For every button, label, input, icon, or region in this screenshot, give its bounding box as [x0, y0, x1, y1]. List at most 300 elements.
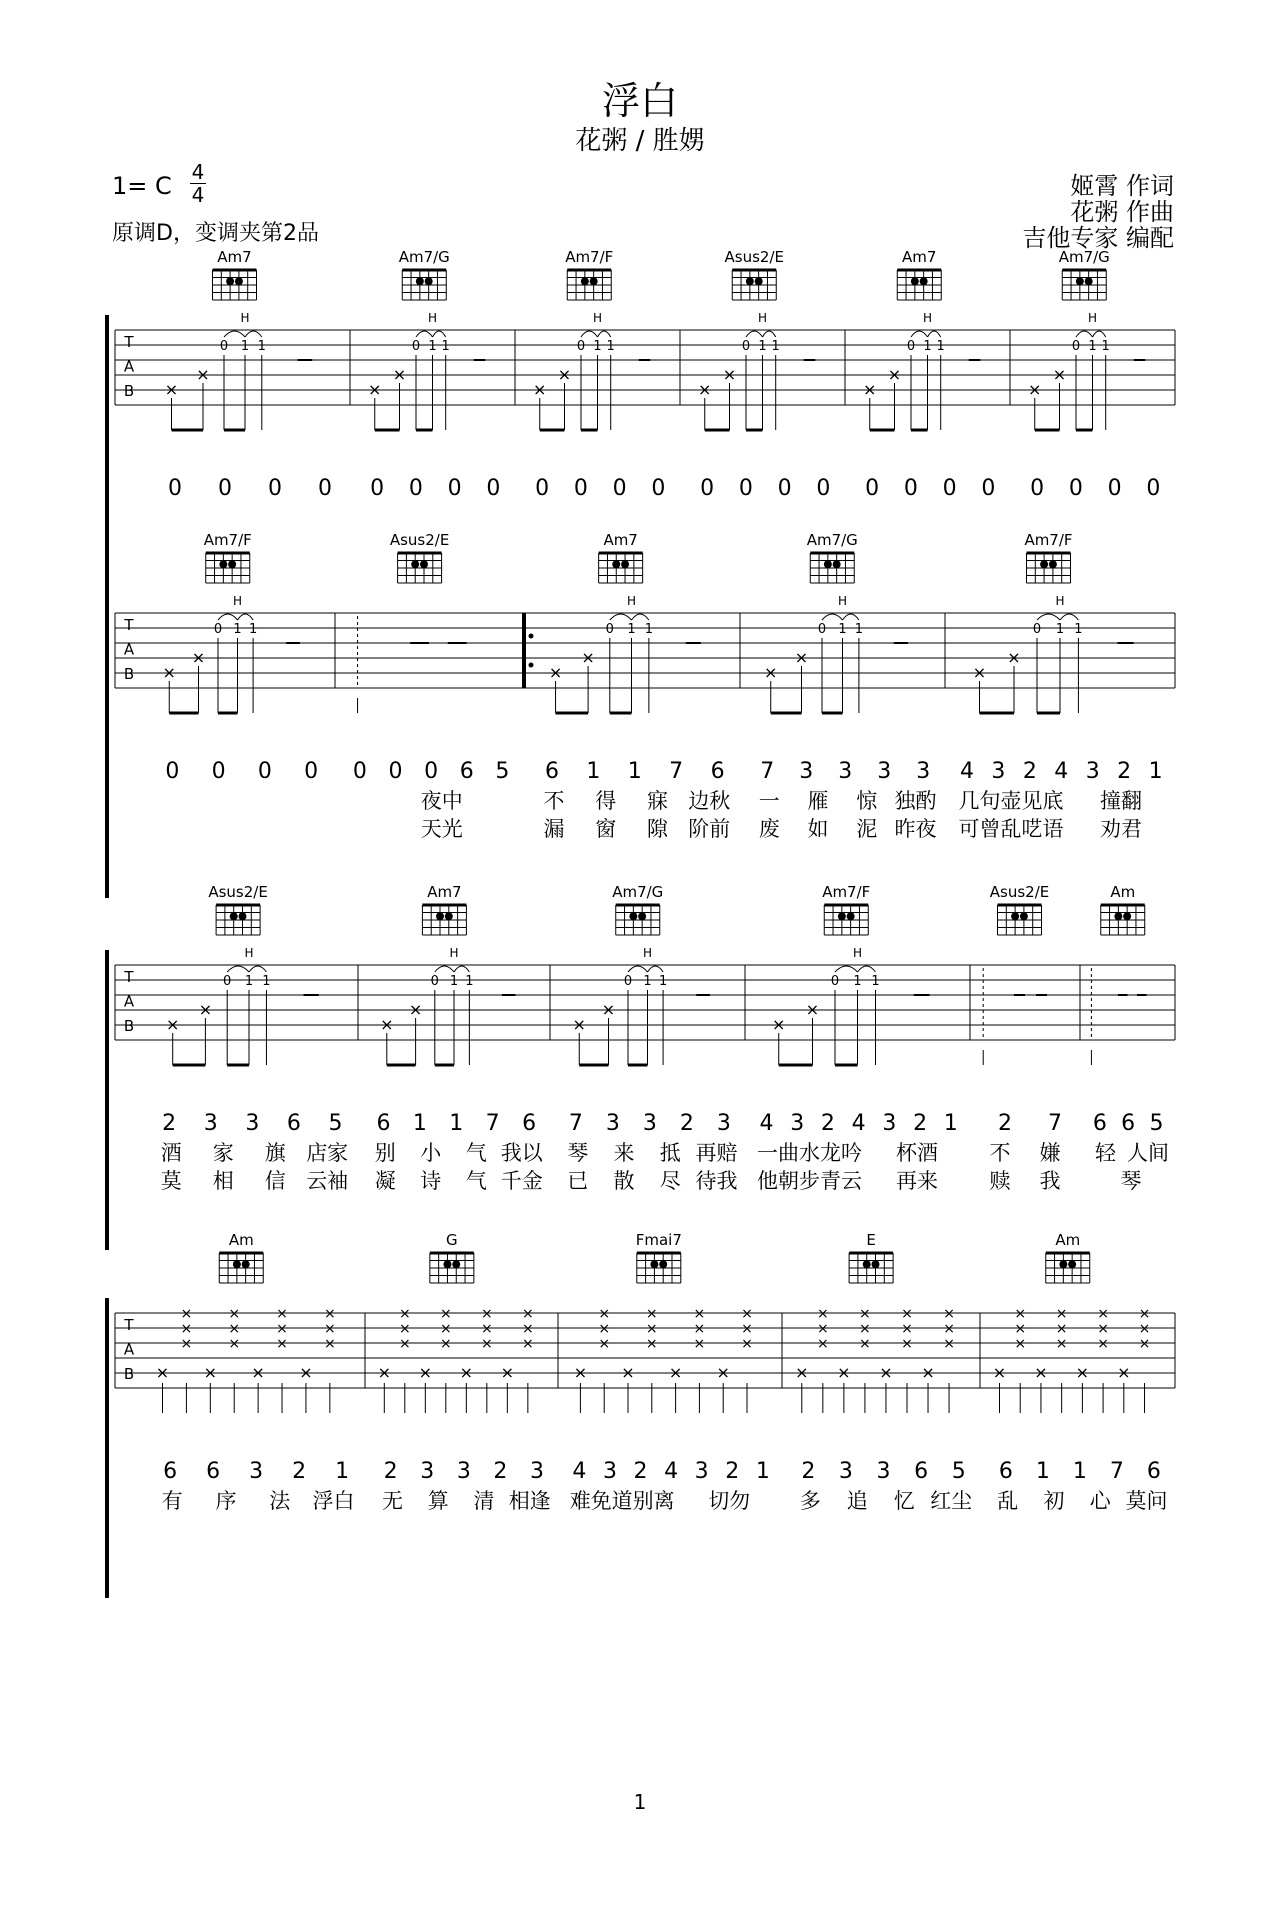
tab-clef-t: T [124, 333, 134, 351]
tab-mute-mark: × [377, 1363, 392, 1382]
lyric-verse-1: 心 [1089, 1489, 1111, 1513]
tab-mute-mark: × [972, 663, 987, 682]
chord-diagram-dot [833, 560, 841, 568]
lyric-verse-1: 夜中 [420, 789, 463, 813]
tab-mute-mark: × [299, 1363, 313, 1382]
tab-strum-mark: × [901, 1306, 913, 1322]
lyric-verse-2: 尽 [659, 1169, 681, 1193]
chord-diagram-dot [746, 277, 754, 285]
key-signature: 1= C [112, 172, 172, 200]
tab-mute-mark: × [380, 1015, 394, 1034]
chord-diagram-dot [445, 912, 453, 920]
tab-mute-mark: × [601, 1000, 616, 1019]
lyric-verse-1: 气 [465, 1141, 487, 1165]
tab-strum-mark: × [480, 1321, 493, 1337]
tab-strum-mark: × [741, 1321, 753, 1337]
tab-mute-mark: × [198, 1000, 213, 1019]
lyric-verse-1: 红尘 [930, 1489, 973, 1513]
lyric-verse-2: 云袖 [306, 1169, 349, 1193]
tab-mute-mark: × [573, 1363, 588, 1382]
tab-strum-mark: × [741, 1336, 753, 1352]
tab-strum-mark: × [816, 1306, 829, 1322]
jianpu-note: 1 [586, 759, 601, 784]
jianpu-note: 3 [203, 1111, 218, 1136]
chord-diagram-dot [1020, 912, 1028, 920]
tab-fret-number: 1 [606, 339, 615, 354]
jianpu-note: 6 [914, 1459, 929, 1484]
lyric-verse-1: 有 [161, 1489, 183, 1513]
jianpu-note: 2 [493, 1459, 508, 1484]
jianpu-note: 5 [495, 759, 510, 784]
tab-fret-number: 0 [430, 974, 439, 989]
hammer-on-label: H [244, 946, 254, 960]
tab-strum-mark: × [180, 1336, 193, 1352]
tab-strum-mark: × [645, 1321, 658, 1337]
music-system [107, 531, 1175, 898]
tab-fret-number: 1 [1074, 622, 1083, 637]
chord-name: Am7/F [822, 883, 871, 901]
tab-mute-mark: × [722, 365, 737, 384]
tab-strum-mark: × [228, 1336, 241, 1352]
jianpu-note: 3 [916, 759, 931, 784]
jianpu-note: 7 [568, 1111, 583, 1136]
tie-arc [581, 331, 598, 337]
lyric-verse-1: 店家 [306, 1141, 349, 1165]
chord-diagram-dot [1059, 1260, 1067, 1268]
lyric-verse-1: 酒 [160, 1141, 182, 1165]
lyric-verse-2: 废 [758, 817, 780, 841]
lyric-verse-1: 家 [212, 1141, 234, 1165]
tab-strum-mark: × [901, 1336, 913, 1352]
tab-mute-mark: × [548, 663, 563, 682]
tab-fret-number: 0 [576, 339, 586, 354]
tab-fret-number: 1 [1101, 339, 1110, 354]
jianpu-note: 6 [206, 1459, 221, 1484]
jianpu-note: 6 [998, 1459, 1013, 1484]
jianpu-note: 2 [913, 1111, 928, 1136]
tie-arc [1076, 331, 1093, 337]
tab-mute-mark: × [863, 380, 877, 399]
lyric-verse-1: 多 [799, 1489, 821, 1513]
chord-name: Am7/G [398, 248, 450, 266]
chord-diagram-dot [233, 1260, 241, 1268]
tab-fret-number: 0 [411, 339, 421, 354]
tab-strum-mark: × [1055, 1321, 1068, 1337]
chord-diagram-dot [659, 1260, 667, 1268]
chord-diagram-dot [629, 912, 637, 920]
lyric-verse-2: 我 [1039, 1169, 1061, 1193]
tie-arc [763, 331, 776, 337]
tab-strum-mark: × [693, 1336, 706, 1352]
lyric-verse-1: 轻 [1095, 1141, 1116, 1165]
tie-arc [648, 966, 664, 972]
tab-strum-mark: × [521, 1306, 534, 1322]
lyric-verse-1: 相逢 [508, 1489, 551, 1513]
tab-strum-mark: × [323, 1321, 336, 1337]
chord-name: Am7/F [203, 531, 252, 549]
lyric-verse-1: 嫌 [1039, 1141, 1061, 1165]
tab-fret-number: 1 [854, 622, 864, 637]
tab-fret-number: 1 [244, 974, 254, 989]
chord-name: Am [1055, 1231, 1081, 1249]
lyric-verse-2: 漏 [543, 817, 565, 841]
tie-arc [822, 614, 843, 620]
jianpu-note: 6 [163, 1459, 178, 1484]
tab-clef-a: A [123, 992, 135, 1011]
tab-mute-mark: × [196, 365, 210, 384]
tab-strum-mark: × [521, 1336, 534, 1352]
tab-mute-mark: × [805, 1000, 820, 1019]
lyric-verse-1: 法 [269, 1489, 291, 1513]
lyric-verse-1: 寐 [647, 789, 669, 813]
lyric-verse-1: 抵 [659, 1141, 681, 1165]
jianpu-note: 3 [642, 1111, 657, 1136]
chord-diagram-dot [228, 560, 236, 568]
lyric-verse-2: 他朝步青云 [757, 1169, 862, 1193]
tab-fret-number: 1 [465, 974, 474, 989]
page-number: 1 [633, 1790, 647, 1814]
jianpu-note: 3 [420, 1459, 435, 1484]
tab-strum-mark: × [816, 1336, 829, 1352]
tab-strum-mark: × [228, 1306, 241, 1322]
tab-mute-mark: × [459, 1363, 474, 1382]
jianpu-note: 6 [710, 759, 725, 784]
lyric-verse-2: 可曾乱呓语 [958, 817, 1064, 841]
jianpu-note: 2 [820, 1111, 835, 1136]
hammer-on-label: H [837, 594, 848, 608]
lyric-verse-2: 昨夜 [894, 817, 937, 841]
tab-fret-number: 1 [262, 974, 271, 989]
tie-arc [598, 331, 611, 337]
tab-strum-mark: × [1097, 1336, 1109, 1352]
hammer-on-label: H [449, 946, 459, 960]
tab-mute-mark: × [392, 365, 407, 384]
jianpu-note: 1 [1148, 759, 1163, 784]
lyric-verse-1: 几句壶见底 [958, 789, 1064, 813]
jianpu-note: 2 [998, 1111, 1012, 1136]
jianpu-note: 0 [168, 476, 182, 501]
jianpu-note: 5 [1149, 1111, 1164, 1136]
lyric-verse-2: 相 [212, 1169, 234, 1193]
tab-strum-mark: × [521, 1321, 534, 1337]
jianpu-note: 1 [1072, 1459, 1087, 1484]
jianpu-note: 6 [1092, 1111, 1107, 1136]
tab-mute-mark: × [500, 1363, 515, 1382]
tab-mute-mark: × [557, 365, 572, 384]
jianpu-note: 2 [801, 1459, 816, 1484]
tab-mute-mark: × [203, 1363, 218, 1382]
jianpu-note: 3 [799, 759, 814, 784]
chord-diagram-dot [872, 1260, 880, 1268]
tab-mute-mark: × [251, 1363, 265, 1382]
tab-fret-number: 0 [605, 622, 614, 637]
chord-diagram-dot [1040, 560, 1048, 568]
repeat-dot [529, 663, 534, 668]
chord-diagram-dot [612, 560, 620, 568]
tab-fret-number: 0 [219, 339, 229, 354]
jianpu-note: 4 [572, 1459, 587, 1484]
tab-fret-number: 1 [428, 339, 437, 354]
tab-mute-mark: × [191, 648, 206, 667]
jianpu-note: 5 [951, 1459, 966, 1484]
tie-arc [632, 614, 649, 620]
jianpu-note: 0 [447, 476, 462, 501]
tab-strum-mark: × [1138, 1306, 1151, 1322]
tab-fret-number: 0 [830, 974, 840, 989]
jianpu-note: 0 [424, 759, 439, 784]
chord-name: E [866, 1231, 876, 1249]
tie-arc [858, 966, 876, 972]
lyric-verse-1: 杯酒 [896, 1141, 938, 1165]
tab-fret-number: 1 [627, 622, 636, 637]
tab-fret-number: 1 [644, 622, 654, 637]
tab-clef-b: B [123, 665, 135, 683]
lyric-verse-2: 劝君 [1100, 817, 1142, 841]
chord-diagram-dot [824, 560, 832, 568]
jianpu-note: 2 [1022, 759, 1037, 784]
chord-diagram-dot [755, 277, 763, 285]
tab-mute-mark: × [772, 1015, 786, 1034]
jianpu-note: 0 [700, 476, 715, 501]
tab-fret-number: 1 [871, 974, 880, 989]
jianpu-note: 0 [388, 759, 403, 784]
jianpu-note: 3 [530, 1459, 545, 1484]
tab-strum-mark: × [323, 1306, 336, 1322]
lyric-verse-1: 追 [846, 1489, 868, 1513]
lyric-verse-2: 凝 [374, 1169, 396, 1193]
tab-mute-mark: × [581, 648, 595, 667]
tie-arc [227, 966, 249, 972]
jianpu-note: 3 [249, 1459, 264, 1484]
tab-mute-mark: × [1052, 365, 1067, 384]
tab-mute-mark: × [533, 380, 547, 399]
lyricist-credit: 姬霄 作词 [1070, 172, 1174, 200]
lyric-verse-1: 无 [381, 1489, 403, 1513]
tab-strum-mark: × [816, 1321, 829, 1337]
lyric-verse-2: 已 [567, 1169, 589, 1193]
lyric-verse-1: 来 [613, 1141, 635, 1165]
jianpu-note: 3 [877, 759, 892, 784]
lyric-verse-2: 赎 [989, 1169, 1011, 1193]
chord-diagram-dot [1123, 912, 1131, 920]
arranger-credit: 吉他专家 编配 [1022, 224, 1174, 252]
tie-arc [628, 966, 648, 972]
chord-name: Am7/G [806, 531, 858, 549]
tab-fret-number: 0 [741, 339, 751, 354]
hammer-on-label: H [232, 594, 243, 608]
tab-strum-mark: × [598, 1336, 611, 1352]
jianpu-note: 2 [633, 1459, 648, 1484]
lyric-verse-1: 忆 [893, 1489, 915, 1513]
jianpu-note: 3 [456, 1459, 471, 1484]
jianpu-note: 7 [1109, 1459, 1124, 1484]
time-signature-bottom: 4 [191, 183, 205, 207]
jianpu-note: 1 [627, 759, 642, 784]
tab-strum-mark: × [439, 1336, 452, 1352]
tab-strum-mark: × [180, 1321, 193, 1337]
tab-clef-b: B [123, 1017, 135, 1035]
song-title: 浮白 [601, 79, 678, 123]
time-signature-top: 4 [191, 160, 205, 184]
chord-diagram-dot [847, 912, 855, 920]
tab-strum-mark: × [1014, 1336, 1027, 1352]
jianpu-note: 6 [459, 759, 474, 784]
chord-name: Am7/G [612, 883, 664, 901]
tab-strum-mark: × [1014, 1306, 1027, 1322]
hammer-on-label: H [1055, 594, 1065, 608]
music-system [107, 1231, 1175, 1598]
jianpu-note: 1 [335, 1459, 350, 1484]
tab-mute-mark: × [155, 1363, 170, 1382]
chord-diagram-dot [1068, 1260, 1076, 1268]
jianpu-note: 0 [370, 476, 385, 501]
lyric-verse-1: 人间 [1127, 1141, 1169, 1165]
tie-arc [835, 966, 858, 972]
jianpu-note: 1 [1035, 1459, 1050, 1484]
chord-diagram-dot [1049, 560, 1057, 568]
jianpu-note: 7 [669, 759, 684, 784]
tab-mute-mark: × [1075, 1363, 1090, 1382]
jianpu-note: 6 [544, 759, 559, 784]
tab-fret-number: 1 [936, 339, 945, 354]
hammer-on-label: H [642, 946, 653, 960]
artist-names: 花粥 / 胜娚 [575, 126, 705, 156]
jianpu-note: 2 [725, 1459, 740, 1484]
lyric-verse-1: 清 [473, 1489, 495, 1513]
tie-arc [1093, 331, 1106, 337]
tab-strum-mark: × [693, 1321, 706, 1337]
hammer-on-label: H [427, 311, 438, 325]
lyric-verse-1: 初 [1043, 1489, 1065, 1513]
lyric-verse-1: 旗 [264, 1141, 286, 1165]
tab-fret-number: 1 [853, 974, 862, 989]
jianpu-note: 0 [257, 759, 272, 784]
tab-mute-mark: × [1117, 1363, 1131, 1382]
tab-mute-mark: × [716, 1363, 730, 1382]
tab-strum-mark: × [859, 1336, 871, 1352]
chord-name: Asus2/E [389, 531, 450, 549]
tab-fret-number: 0 [817, 622, 827, 637]
tie-arc [746, 331, 763, 337]
jianpu-note: 0 [816, 476, 831, 501]
jianpu-note: 0 [651, 476, 666, 501]
tab-strum-mark: × [480, 1336, 493, 1352]
tab-strum-mark: × [1138, 1321, 1151, 1337]
jianpu-note: 3 [838, 1459, 853, 1484]
jianpu-note: 3 [605, 1111, 620, 1136]
chord-name: Asus2/E [724, 248, 784, 266]
music-system [107, 248, 1175, 615]
tab-mute-mark: × [164, 380, 179, 399]
tab-mute-mark: × [368, 380, 382, 399]
jianpu-note: 0 [573, 476, 588, 501]
tab-strum-mark: × [398, 1321, 411, 1337]
hammer-on-label: H [240, 311, 250, 325]
lyric-verse-1: 琴 [567, 1141, 589, 1165]
lyric-verse-1: 难免道别离 [569, 1489, 675, 1513]
lyric-verse-2: 再来 [896, 1169, 938, 1193]
chord-diagram-dot [452, 1260, 460, 1268]
lyric-verse-1: 独酌 [894, 789, 937, 813]
tab-fret-number: 0 [906, 339, 916, 354]
chord-diagram-dot [416, 277, 424, 285]
tab-mute-mark: × [572, 1015, 586, 1034]
chord-diagram-dot [420, 560, 428, 568]
chord-diagram-dot [838, 912, 846, 920]
tab-fret-number: 1 [1088, 339, 1097, 354]
lyric-verse-1: 序 [215, 1489, 237, 1513]
lyric-verse-1: 我以 [500, 1141, 543, 1165]
chord-diagram-dot [425, 277, 433, 285]
jianpu-note: 0 [304, 759, 319, 784]
jianpu-note: 1 [755, 1459, 770, 1484]
tab-clef-a: A [123, 357, 135, 376]
jianpu-note: 6 [286, 1111, 301, 1136]
chord-diagram-dot [590, 277, 598, 285]
tab-mute-mark: × [621, 1363, 635, 1382]
chord-name: Am7 [427, 883, 462, 901]
tab-strum-mark: × [859, 1321, 871, 1337]
lyric-verse-1: 小 [420, 1141, 442, 1165]
lyric-verse-2: 阶前 [688, 817, 731, 841]
tab-strum-mark: × [598, 1321, 611, 1337]
tie-arc [416, 331, 433, 337]
jianpu-note: 6 [376, 1111, 391, 1136]
tab-fret-number: 1 [248, 622, 258, 637]
tie-arc [224, 331, 245, 337]
chord-diagram-dot [443, 1260, 451, 1268]
lyric-verse-2: 琴 [1120, 1169, 1142, 1193]
jianpu-note: 2 [679, 1111, 694, 1136]
tie-arc [249, 966, 266, 972]
tie-arc [435, 966, 454, 972]
lyric-verse-1: 不 [543, 789, 565, 813]
lyric-verse-2: 待我 [695, 1169, 738, 1193]
tab-fret-number: 0 [213, 622, 223, 637]
tab-strum-mark: × [1055, 1336, 1068, 1352]
hammer-on-label: H [757, 311, 768, 325]
jianpu-note: 0 [1030, 476, 1045, 501]
jianpu-note: 4 [851, 1111, 866, 1136]
lyric-verse-2: 气 [465, 1169, 487, 1193]
jianpu-note: 7 [1048, 1111, 1062, 1136]
jianpu-note: 0 [1107, 476, 1122, 501]
lyric-verse-1: 得 [595, 789, 617, 813]
jianpu-note: 3 [245, 1111, 260, 1136]
lyric-verse-1: 乱 [997, 1489, 1019, 1513]
tab-strum-mark: × [1097, 1321, 1109, 1337]
jianpu-note: 0 [981, 476, 996, 501]
tie-arc [928, 331, 941, 337]
lyric-verse-2: 千金 [500, 1169, 543, 1193]
tab-strum-mark: × [693, 1306, 706, 1322]
tab-strum-mark: × [943, 1336, 955, 1352]
jianpu-note: 0 [535, 476, 550, 501]
tab-mute-mark: × [162, 663, 176, 682]
tab-strum-mark: × [276, 1321, 288, 1337]
tab-fret-number: 1 [643, 974, 652, 989]
tab-clef-b: B [123, 382, 135, 400]
tab-fret-number: 0 [1032, 622, 1042, 637]
lyric-verse-1: 雁 [807, 789, 829, 813]
jianpu-note: 0 [352, 759, 367, 784]
jianpu-note: 3 [882, 1111, 897, 1136]
tab-mute-mark: × [879, 1363, 893, 1382]
tie-arc [843, 614, 859, 620]
tab-mute-mark: × [668, 1363, 683, 1382]
jianpu-note: 0 [942, 476, 957, 501]
jianpu-note: 0 [612, 476, 627, 501]
